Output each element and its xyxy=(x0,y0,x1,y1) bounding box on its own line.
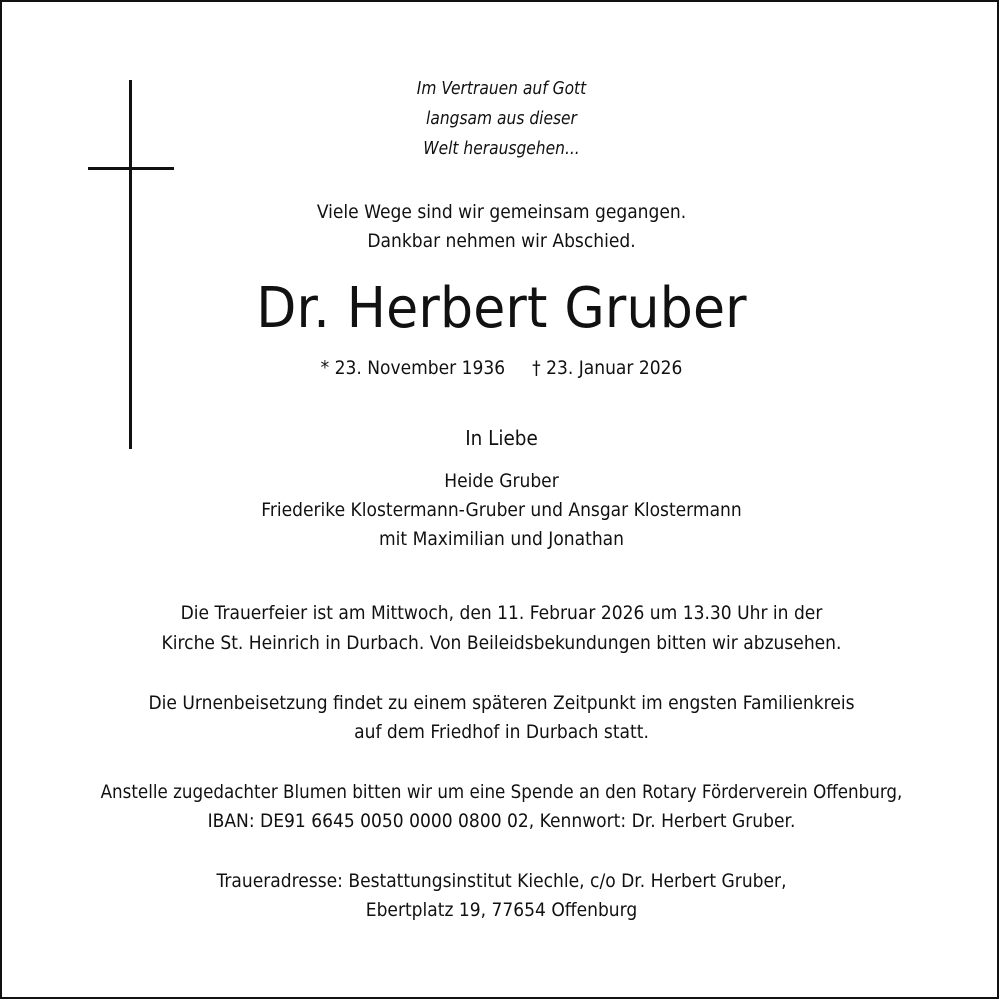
motto-line-2: langsam aus dieser xyxy=(426,108,577,129)
death-date: † 23. Januar 2026 xyxy=(532,357,683,379)
mourner-line-2: Friederike Klostermann-Gruber und Ansgar Klostermann xyxy=(261,499,742,521)
motto-line-3: Welt herausgehen... xyxy=(423,138,580,159)
life-dates xyxy=(52,357,951,379)
mourner-line-3: mit Maximilian und Jonathan xyxy=(379,528,624,550)
cross-icon-horizontal xyxy=(88,167,174,170)
donation-line-1: Anstelle zugedachter Blumen bitten wir um eine Spende an den Rotary Förderverein Offenburg, xyxy=(100,781,903,803)
funeral-line-2: Kirche St. Heinrich in Durbach. Von Beileidsbekundungen bitten wir abzusehen. xyxy=(161,632,842,654)
mourner-line-1: Heide Gruber xyxy=(444,470,559,492)
address-line-1: Traueradresse: Bestattungsinstitut Kiechle, c/o Dr. Herbert Gruber, xyxy=(216,870,787,892)
donation-line-2: IBAN: DE91 6645 0050 0000 0800 02, Kennwort: Dr. Herbert Gruber. xyxy=(207,810,796,832)
in-love-heading: In Liebe xyxy=(465,426,538,450)
deceased-name: Dr. Herbert Gruber xyxy=(256,276,747,341)
burial-line-1: Die Urnenbeisetzung findet zu einem späteren Zeitpunkt im engsten Familienkreis xyxy=(148,692,855,714)
cross-icon-vertical xyxy=(129,80,132,449)
funeral-line-1: Die Trauerfeier ist am Mittwoch, den 11. Februar 2026 um 13.30 Uhr in der xyxy=(180,602,823,624)
motto-line-1: Im Vertrauen auf Gott xyxy=(416,78,587,99)
birth-date: * 23. November 1936 xyxy=(320,357,506,379)
address-line-2: Ebertplatz 19, 77654 Offenburg xyxy=(365,899,638,921)
burial-line-2: auf dem Friedhof in Durbach statt. xyxy=(354,721,649,743)
intro-line-1: Viele Wege sind wir gemeinsam gegangen. xyxy=(316,201,687,223)
intro-line-2: Dankbar nehmen wir Abschied. xyxy=(367,230,636,252)
